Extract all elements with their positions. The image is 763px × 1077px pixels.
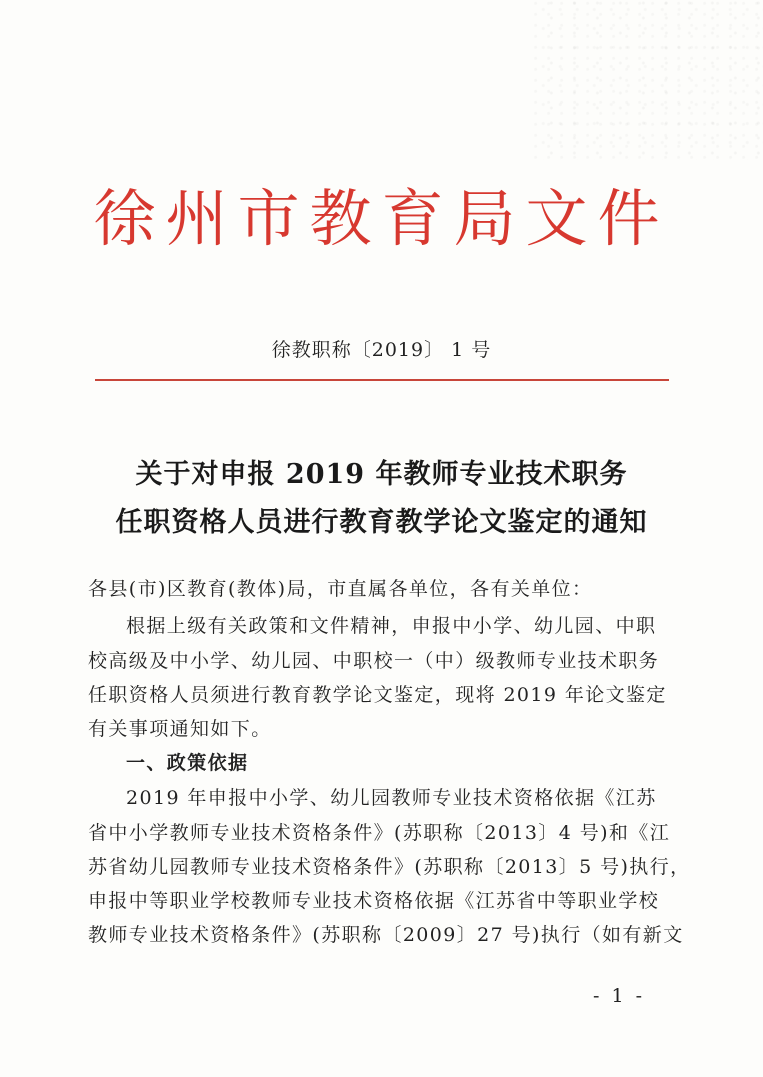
paragraph-2-line-4: 申报中等职业学校教师专业技术资格依据《江苏省中等职业学校	[88, 890, 660, 912]
addressee: 各县(市)区教育(教体)局，市直属各单位，各有关单位：	[88, 578, 593, 600]
agency-title: 徐州市教育局文件	[93, 182, 670, 255]
red-divider-line	[95, 379, 669, 381]
paragraph-2-line-2: 省中小学教师专业技术资格条件》(苏职称〔2013〕4 号)和《江	[88, 822, 671, 844]
section-1-heading: 一、政策依据	[126, 752, 249, 774]
notice-title-line-1: 关于对申报 2019 年教师专业技术职务	[135, 459, 628, 490]
notice-title-line-2: 任职资格人员进行教育教学论文鉴定的通知	[115, 507, 648, 538]
page-number: - 1 -	[592, 985, 645, 1007]
document-number: 徐教职称〔2019〕 1 号	[271, 339, 492, 361]
paragraph-2-line-1: 2019 年申报中小学、幼儿园教师专业技术资格依据《江苏	[126, 787, 657, 809]
paragraph-1-line-1: 根据上级有关政策和文件精神，申报中小学、幼儿园、中职	[126, 615, 657, 637]
paragraph-2-line-3: 苏省幼儿园教师专业技术资格条件》(苏职称〔2013〕5 号)执行，	[88, 856, 691, 878]
paragraph-1-line-4: 有关事项通知如下。	[88, 718, 272, 740]
scan-noise	[533, 0, 763, 160]
paragraph-2-line-5: 教师专业技术资格条件》(苏职称〔2009〕27 号)执行（如有新文	[88, 924, 684, 946]
paragraph-1-line-2: 校高级及中小学、幼儿园、中职校一（中）级教师专业技术职务	[88, 650, 660, 672]
paragraph-1-line-3: 任职资格人员须进行教育教学论文鉴定，现将 2019 年论文鉴定	[88, 684, 667, 706]
